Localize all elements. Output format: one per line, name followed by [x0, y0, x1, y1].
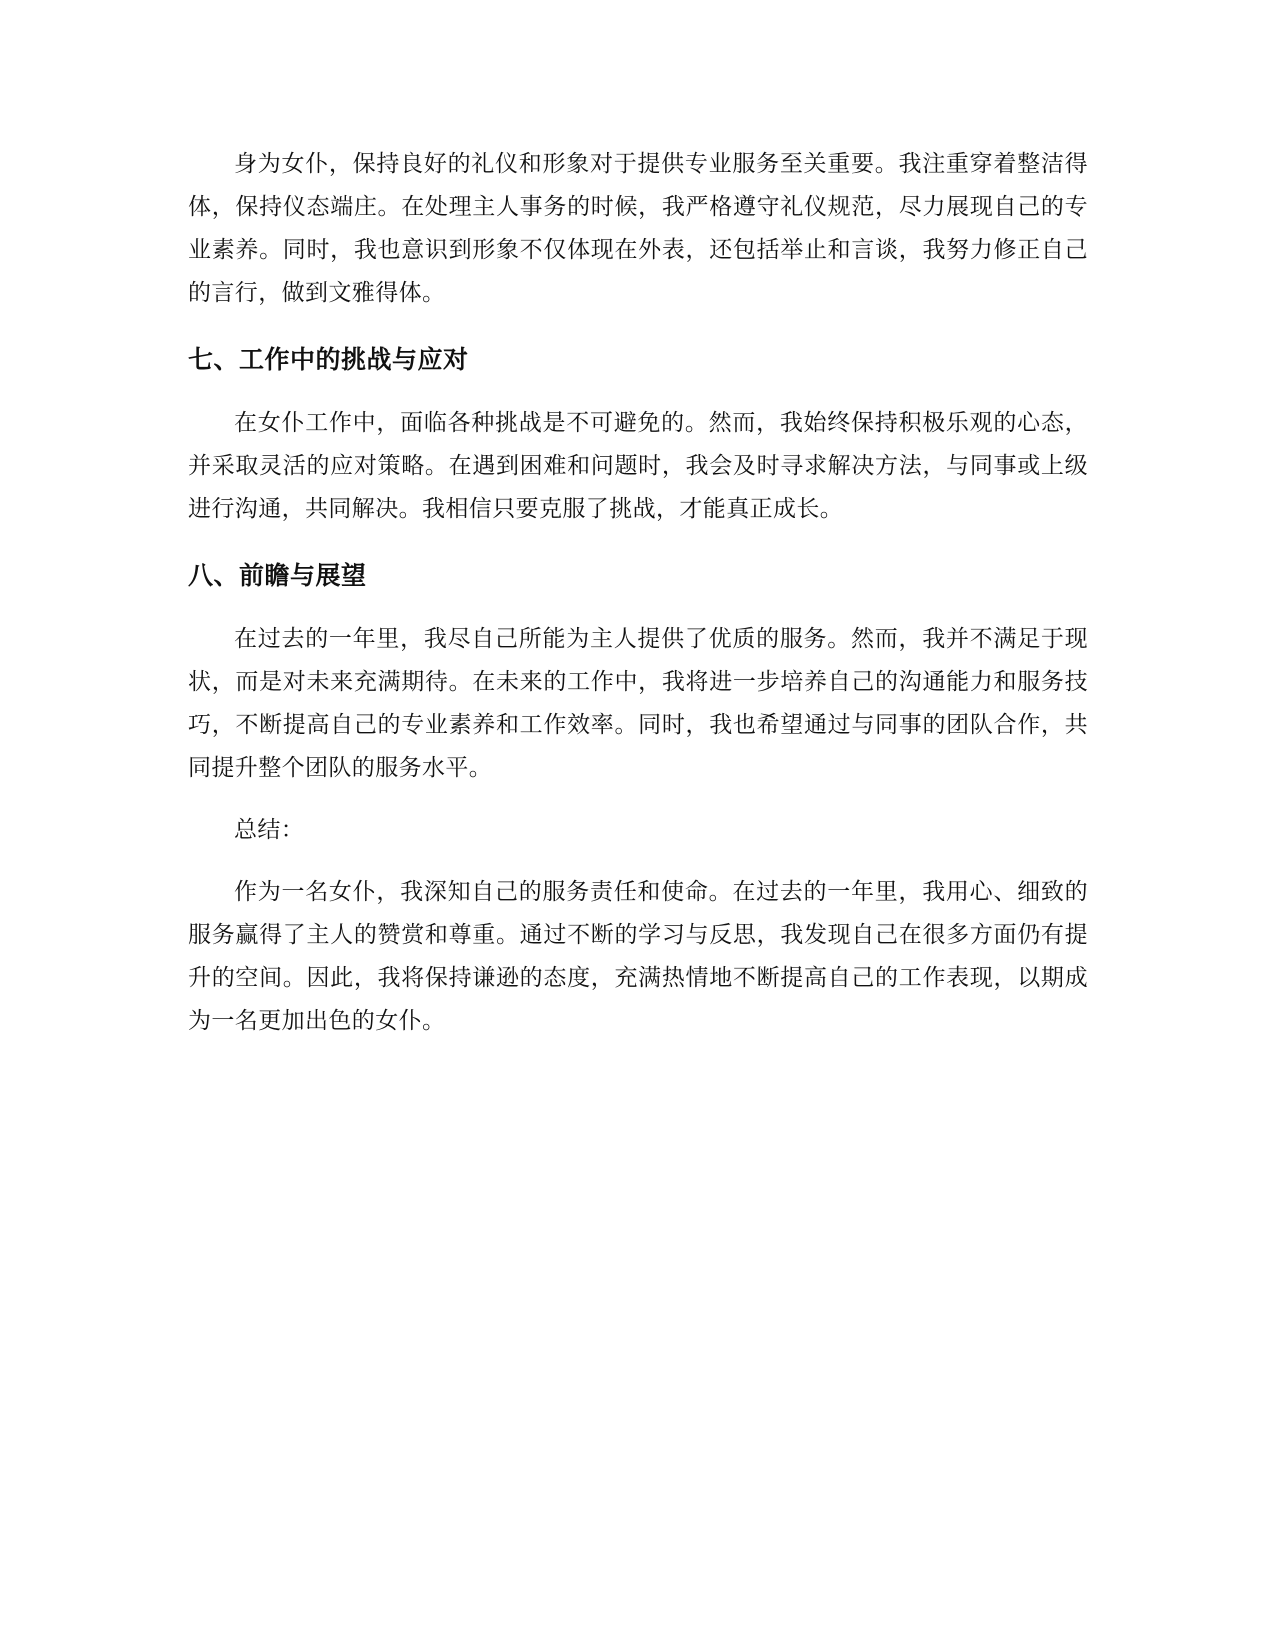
paragraph-outlook: 在过去的一年里，我尽自己所能为主人提供了优质的服务。然而，我并不满足于现状，而是对未来充满期待。在未来的工作中，我将进一步培养自己的沟通能力和服务技巧，不断提高自己的专业素养和工作效率。同时，我也希望通过与同事的团队合作，共同提升整个团队的服务水平。	[188, 626, 1088, 781]
paragraph-summary: 作为一名女仆，我深知自己的服务责任和使命。在过去的一年里，我用心、细致的服务赢得了主人的赞赏和尊重。通过不断的学习与反思，我发现自己在很多方面仍有提升的空间。因此，我将保持谦逊的态度，充满热情地不断提高自己的工作表现，以期成为一名更加出色的女仆。	[188, 879, 1088, 1034]
summary-label: 总结：	[234, 817, 305, 843]
section-heading-challenges: 七、工作中的挑战与应对	[188, 345, 469, 374]
paragraph-etiquette-image: 身为女仆，保持良好的礼仪和形象对于提供专业服务至关重要。我注重穿着整洁得体，保持仪态端庄。在处理主人事务的时候，我严格遵守礼仪规范，尽力展现自己的专业素养。同时，我也意识到形象不仅体现在外表，还包括举止和言谈，我努力修正自己的言行，做到文雅得体。	[188, 151, 1088, 306]
document-body	[188, 143, 1088, 1043]
paragraph-challenges: 在女仆工作中，面临各种挑战是不可避免的。然而，我始终保持积极乐观的心态，并采取灵活的应对策略。在遇到困难和问题时，我会及时寻求解决方法，与同事或上级进行沟通，共同解决。我相信只要克服了挑战，才能真正成长。	[188, 410, 1088, 522]
section-heading-outlook: 八、前瞻与展望	[188, 561, 367, 590]
